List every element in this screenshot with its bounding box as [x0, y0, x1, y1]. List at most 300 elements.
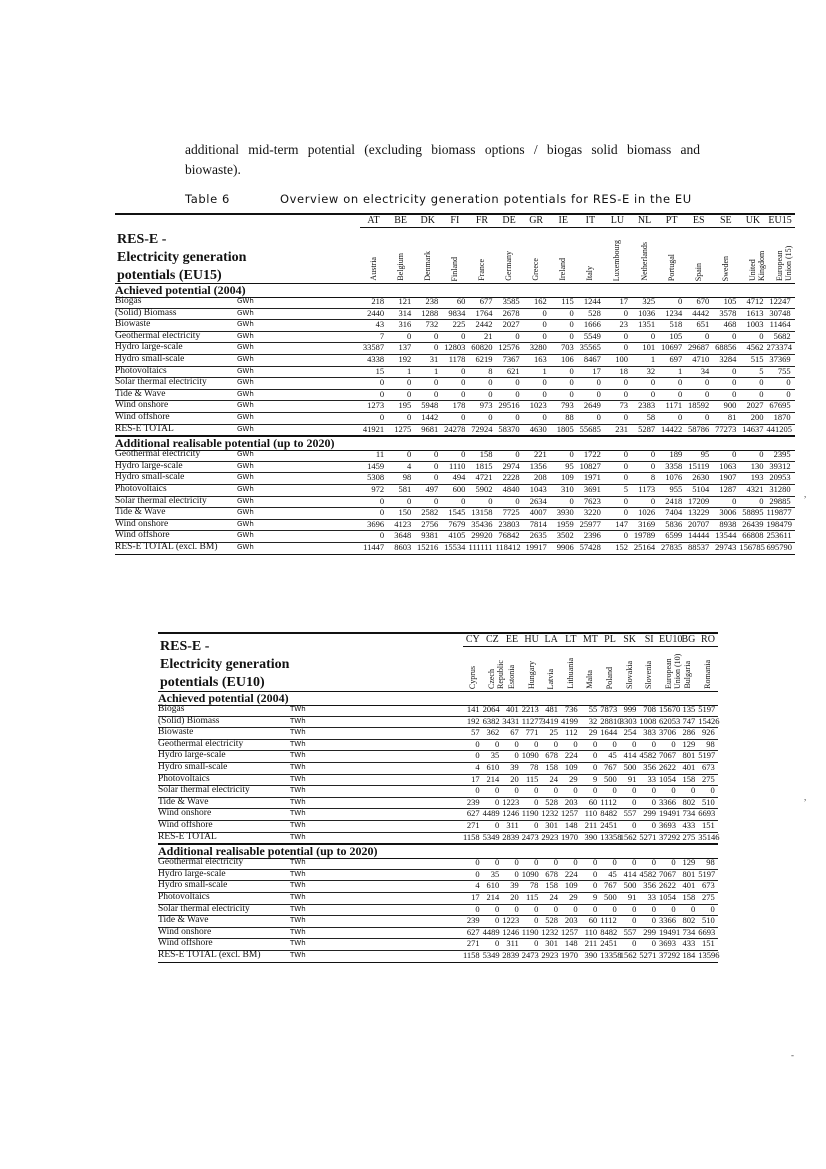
value-cell: 1275: [394, 423, 412, 434]
value-cell: 1158: [463, 831, 480, 842]
country-code: LU: [610, 215, 625, 226]
value-cell: 37292: [659, 950, 681, 960]
value-cell: 163: [533, 354, 547, 364]
value-cell: 2418: [665, 495, 683, 506]
value-cell: 5836: [665, 518, 683, 529]
value-cell: 192: [398, 354, 412, 364]
value-cell: 3930: [556, 507, 574, 518]
value-cell: 747: [682, 715, 696, 726]
value-cell: 2228: [502, 472, 520, 483]
value-cell: 119877: [766, 507, 792, 518]
country-code: CZ: [486, 634, 499, 645]
value-cell: 5349: [482, 831, 500, 842]
value-cell: 2923: [541, 831, 559, 842]
value-cell: 0: [434, 495, 439, 506]
value-cell: 192: [466, 715, 480, 726]
value-cell: 1063: [719, 460, 737, 471]
value-cell: 33587: [362, 342, 385, 353]
unit-label: TWh: [290, 858, 306, 867]
value-cell: 5549: [583, 330, 601, 341]
row-label: Geothermal electricity: [115, 449, 201, 460]
country-code: CY: [465, 634, 480, 645]
value-cell: 55: [588, 704, 598, 714]
value-cell: 20: [510, 773, 519, 784]
value-cell: 3502: [556, 530, 574, 541]
country-name: Greece: [531, 258, 541, 281]
section-heading: Achieved potential (2004): [158, 691, 718, 706]
row-label: Geothermal electricity: [115, 330, 201, 341]
value-cell: 273374: [766, 342, 792, 353]
country-name: Ireland: [558, 258, 568, 281]
value-cell: 0: [759, 377, 764, 388]
value-cell: 1036: [638, 307, 656, 318]
value-cell: 11464: [769, 319, 791, 330]
value-cell: 1158: [463, 950, 480, 960]
country-name: Finland: [449, 256, 459, 281]
value-cell: 2839: [502, 950, 520, 960]
value-cell: 147: [615, 518, 628, 529]
value-cell: 0: [732, 365, 737, 376]
value-cell: 7679: [448, 518, 466, 529]
value-cell: 31280: [769, 484, 791, 494]
value-cell: 13158: [471, 507, 493, 518]
value-cell: 4721: [475, 472, 493, 483]
table-title: Overview on electricity generation potentials for RES-E in the EU: [280, 192, 692, 206]
unit-label: TWh: [290, 728, 306, 737]
value-cell: 224: [564, 868, 578, 879]
value-cell: 3303: [619, 715, 637, 726]
country-name: European Union (10): [663, 653, 682, 689]
value-cell: 1054: [659, 892, 676, 902]
value-cell: 1257: [561, 808, 578, 819]
unit-label: TWh: [290, 786, 306, 795]
value-cell: 433: [682, 820, 696, 830]
value-cell: 19917: [525, 542, 547, 552]
value-cell: 0: [671, 785, 676, 796]
value-cell: 3585: [502, 296, 520, 306]
value-cell: 0: [553, 857, 558, 868]
value-cell: 271: [466, 938, 480, 949]
value-cell: 0: [542, 319, 547, 330]
value-cell: 2622: [659, 880, 676, 891]
unit-label: GWh: [237, 343, 254, 352]
value-cell: 11447: [363, 542, 385, 552]
table-row: [158, 821, 718, 833]
unit-label: TWh: [290, 916, 306, 925]
value-cell: 627: [466, 808, 480, 819]
country-name: Sweden: [720, 255, 730, 281]
value-cell: 271: [466, 820, 480, 830]
value-cell: 29: [588, 727, 598, 738]
value-cell: 9906: [556, 542, 574, 552]
country-name: United Kingdom: [747, 250, 766, 281]
value-cell: 17: [471, 892, 480, 902]
value-cell: 2442: [475, 319, 493, 330]
value-cell: 3284: [719, 354, 737, 364]
value-cell: 178: [452, 400, 466, 411]
value-cell: 45: [608, 750, 617, 761]
unit-label: GWh: [237, 531, 254, 540]
unit-label: TWh: [290, 832, 306, 841]
value-cell: 152: [615, 542, 628, 552]
value-cell: 2756: [421, 518, 439, 529]
value-cell: 0: [475, 903, 480, 914]
unit-label: TWh: [290, 809, 306, 818]
value-cell: 0: [475, 785, 480, 796]
value-cell: 0: [632, 938, 637, 949]
value-cell: 5948: [421, 400, 439, 411]
value-cell: 0: [461, 495, 466, 506]
value-cell: 29920: [471, 530, 493, 541]
value-cell: 5308: [367, 472, 385, 483]
value-cell: 0: [379, 377, 385, 388]
value-cell: 0: [592, 880, 598, 891]
value-cell: 184: [682, 950, 696, 960]
value-cell: 4: [475, 880, 480, 891]
value-cell: 0: [379, 412, 385, 422]
value-cell: 58370: [498, 423, 520, 434]
value-cell: 12247: [769, 296, 791, 306]
value-cell: 0: [553, 738, 558, 749]
value-cell: 4712: [746, 296, 764, 306]
value-cell: 0: [553, 903, 558, 914]
value-cell: 1178: [448, 354, 466, 364]
value-cell: 5104: [692, 484, 710, 494]
value-cell: 557: [623, 926, 637, 937]
unit-label: TWh: [290, 951, 306, 959]
value-cell: 0: [542, 388, 547, 399]
value-cell: 0: [732, 330, 737, 341]
value-cell: 2839: [502, 831, 520, 842]
value-cell: 0: [569, 365, 574, 376]
value-cell: 2064: [482, 704, 500, 714]
row-label: Wind onshore: [158, 808, 212, 819]
table-row: [115, 355, 795, 367]
value-cell: 2974: [502, 460, 520, 471]
value-cell: 0: [623, 495, 628, 506]
value-cell: 500: [604, 892, 617, 902]
country-name: Netherlands: [639, 242, 649, 281]
value-cell: 0: [514, 903, 519, 914]
value-cell: 60: [456, 296, 466, 306]
unit-label: GWh: [237, 331, 254, 340]
value-cell: 0: [514, 738, 519, 749]
table-heading-line: potentials (EU15): [117, 268, 222, 283]
value-cell: 1459: [367, 460, 385, 471]
country-code: FI: [450, 215, 460, 226]
value-cell: 211: [584, 938, 598, 949]
country-name: Austria: [368, 257, 378, 281]
value-cell: 11277: [521, 715, 543, 726]
value-cell: 2027: [746, 400, 764, 411]
value-cell: 1043: [529, 484, 547, 494]
value-cell: 5197: [698, 704, 716, 714]
value-cell: 15426: [698, 715, 720, 726]
value-cell: 1: [406, 365, 412, 376]
value-cell: 115: [561, 296, 574, 306]
row-label: Geothermal electricity: [158, 738, 244, 749]
value-cell: 2582: [421, 507, 439, 518]
value-cell: 0: [592, 785, 598, 796]
unit-label: TWh: [290, 821, 306, 829]
value-cell: 5: [623, 484, 628, 494]
value-cell: 14422: [660, 423, 683, 434]
value-cell: 115: [525, 773, 539, 784]
value-cell: 73: [619, 400, 628, 411]
value-cell: 4: [475, 762, 480, 772]
value-cell: 15670: [659, 704, 681, 714]
value-cell: 703: [561, 342, 574, 353]
value-cell: 0: [488, 495, 493, 506]
value-cell: 500: [604, 773, 617, 784]
value-cell: 158: [682, 892, 696, 902]
value-cell: 0: [623, 412, 628, 422]
value-cell: 156785: [739, 542, 765, 552]
value-cell: 0: [705, 377, 710, 388]
value-cell: 0: [569, 377, 574, 388]
country-name: Estonia: [507, 665, 516, 689]
value-cell: 13358: [600, 950, 622, 960]
value-cell: 481: [545, 704, 558, 714]
value-cell: 0: [488, 388, 493, 399]
value-cell: 0: [406, 412, 412, 422]
value-cell: 17: [619, 296, 628, 306]
country-name: Romania: [703, 660, 712, 689]
value-cell: 0: [732, 495, 737, 506]
value-cell: 17: [471, 773, 480, 784]
value-cell: 0: [710, 903, 715, 914]
value-cell: 105: [723, 296, 737, 306]
value-cell: 0: [623, 388, 628, 399]
row-label: RES-E TOTAL: [115, 423, 174, 434]
value-cell: 15: [375, 365, 385, 376]
value-cell: 0: [596, 412, 601, 422]
value-cell: 1356: [529, 460, 547, 471]
value-cell: 401: [506, 704, 519, 714]
value-cell: 8603: [394, 542, 412, 552]
value-cell: 0: [494, 796, 500, 807]
value-cell: 6599: [665, 530, 683, 541]
value-cell: 518: [669, 319, 683, 330]
value-cell: 610: [486, 762, 500, 772]
value-cell: 24: [549, 892, 558, 902]
row-label: Wind onshore: [115, 400, 169, 411]
value-cell: 414: [623, 750, 637, 761]
value-cell: 224: [564, 750, 578, 761]
value-cell: 1442: [421, 412, 439, 422]
table-header: [158, 632, 718, 693]
value-cell: 0: [542, 412, 547, 422]
country-code: NL: [637, 215, 652, 226]
value-cell: 135: [682, 704, 696, 714]
value-cell: 673: [702, 762, 715, 772]
value-cell: 225: [452, 319, 466, 330]
unit-label: GWh: [237, 508, 254, 517]
value-cell: 5197: [698, 750, 716, 761]
value-cell: 218: [371, 296, 385, 306]
value-cell: 2630: [692, 472, 710, 483]
value-cell: 0: [534, 857, 539, 868]
country-code: PL: [604, 634, 616, 645]
value-cell: 33: [647, 773, 656, 784]
value-cell: 4105: [448, 530, 466, 541]
row-label: Hydro large-scale: [158, 750, 226, 761]
value-cell: 311: [506, 820, 519, 830]
country-name: Czech Republic: [487, 660, 506, 689]
value-cell: 0: [573, 857, 578, 868]
value-cell: 1562: [619, 950, 637, 960]
value-cell: 198479: [766, 518, 792, 529]
value-cell: 34: [700, 365, 710, 376]
value-cell: 7873: [600, 704, 618, 714]
table-heading: [160, 638, 289, 692]
value-cell: 7367: [502, 354, 520, 364]
value-cell: 5287: [638, 423, 656, 434]
value-cell: 325: [642, 296, 656, 306]
value-cell: 9834: [448, 307, 466, 318]
unit-label: TWh: [290, 739, 306, 748]
value-cell: 4321: [746, 484, 764, 494]
value-cell: 35565: [579, 342, 601, 353]
value-cell: 0: [569, 330, 574, 341]
value-cell: 13358: [600, 831, 622, 842]
value-cell: 802: [682, 796, 696, 807]
value-cell: 200: [750, 412, 764, 422]
value-cell: 7067: [659, 750, 676, 761]
value-cell: 60820: [471, 342, 493, 353]
country-name: Luxembourg: [612, 239, 622, 281]
row-label: Photovoltaics: [115, 365, 167, 376]
value-cell: 0: [514, 857, 519, 868]
value-cell: 2213: [521, 704, 539, 714]
value-cell: 3220: [583, 507, 601, 518]
value-cell: 1666: [583, 319, 601, 330]
value-cell: 1722: [583, 449, 601, 460]
value-cell: 697: [669, 354, 683, 364]
value-cell: 0: [632, 785, 637, 796]
country-code: EU15: [768, 215, 792, 226]
country-name: Latvia: [546, 668, 556, 689]
value-cell: 0: [732, 388, 737, 399]
value-cell: 0: [651, 785, 656, 796]
value-cell: 148: [564, 938, 578, 949]
value-cell: 299: [643, 808, 656, 819]
country-name: Bulgaria: [683, 661, 693, 689]
value-cell: 4007: [529, 507, 547, 518]
unit-label: GWh: [237, 401, 254, 410]
unit-label: GWh: [237, 366, 254, 375]
value-cell: 2649: [583, 400, 601, 411]
row-label: Hydro small-scale: [158, 762, 228, 772]
value-cell: 88537: [688, 542, 710, 552]
row-label: Wind onshore: [115, 518, 169, 529]
value-cell: 141: [466, 704, 480, 714]
total-row: [158, 833, 718, 845]
total-row: [115, 543, 795, 555]
value-cell: 793: [561, 400, 574, 411]
country-code: HU: [524, 634, 539, 645]
value-cell: 14444: [688, 530, 710, 541]
row-label: Hydro small-scale: [115, 472, 185, 483]
unit-label: GWh: [237, 461, 254, 470]
value-cell: 1970: [561, 831, 578, 842]
value-cell: 109: [564, 762, 578, 772]
value-cell: 0: [514, 785, 519, 796]
value-cell: 0: [623, 377, 628, 388]
value-cell: 362: [486, 727, 500, 738]
value-cell: 0: [650, 388, 656, 399]
value-cell: 109: [564, 880, 578, 891]
value-cell: 112: [565, 727, 578, 738]
value-cell: 1: [434, 365, 439, 376]
value-cell: 0: [494, 820, 500, 830]
value-cell: 4582: [639, 750, 657, 761]
row-label: Wind offshore: [115, 530, 170, 541]
value-cell: 0: [710, 785, 715, 796]
value-cell: 0: [542, 377, 547, 388]
value-cell: 0: [573, 903, 578, 914]
value-cell: 2396: [583, 530, 601, 541]
unit-label: GWh: [237, 413, 254, 421]
row-label: RES-E TOTAL (excl. BM): [115, 542, 218, 552]
value-cell: 72924: [471, 423, 493, 434]
row-label: Tide & Wave: [158, 915, 209, 926]
value-cell: 673: [702, 880, 715, 891]
value-cell: 356: [643, 880, 656, 891]
table-row: [158, 858, 718, 870]
value-cell: 0: [494, 785, 500, 796]
row-label: (Solid) Biomass: [158, 715, 220, 726]
value-cell: 0: [651, 738, 656, 749]
value-cell: 0: [623, 507, 628, 518]
value-cell: 515: [750, 354, 764, 364]
value-cell: 0: [732, 449, 737, 460]
value-cell: 18: [619, 365, 628, 376]
value-cell: 6693: [698, 926, 716, 937]
value-cell: 10827: [579, 460, 601, 471]
eu10-table: [158, 632, 720, 960]
value-cell: 9: [592, 773, 598, 784]
value-cell: 110: [584, 926, 598, 937]
value-cell: 708: [643, 704, 656, 714]
value-cell: 193: [750, 472, 764, 483]
value-cell: 0: [592, 857, 598, 868]
country-name: France: [476, 259, 486, 281]
value-cell: 301: [545, 938, 558, 949]
value-cell: 0: [461, 377, 466, 388]
country-name: Hungary: [526, 661, 536, 689]
value-cell: 98: [402, 472, 412, 483]
value-cell: 1003: [746, 319, 764, 330]
value-cell: 0: [592, 903, 598, 914]
row-label: Solar thermal electricity: [115, 495, 207, 506]
value-cell: 0: [632, 738, 637, 749]
row-label: Tide & Wave: [115, 388, 166, 399]
unit-label: TWh: [290, 893, 306, 901]
value-cell: 433: [682, 938, 696, 949]
table-row: [115, 450, 795, 462]
value-cell: 1026: [638, 507, 656, 518]
row-label: Biogas: [158, 704, 185, 714]
value-cell: 13596: [698, 950, 720, 960]
value-cell: 1054: [659, 773, 676, 784]
value-cell: 0: [651, 903, 656, 914]
value-cell: 414: [623, 868, 637, 879]
value-cell: 670: [696, 296, 710, 306]
unit-label: GWh: [237, 389, 254, 398]
value-cell: 0: [434, 330, 439, 341]
value-cell: 18592: [688, 400, 710, 411]
